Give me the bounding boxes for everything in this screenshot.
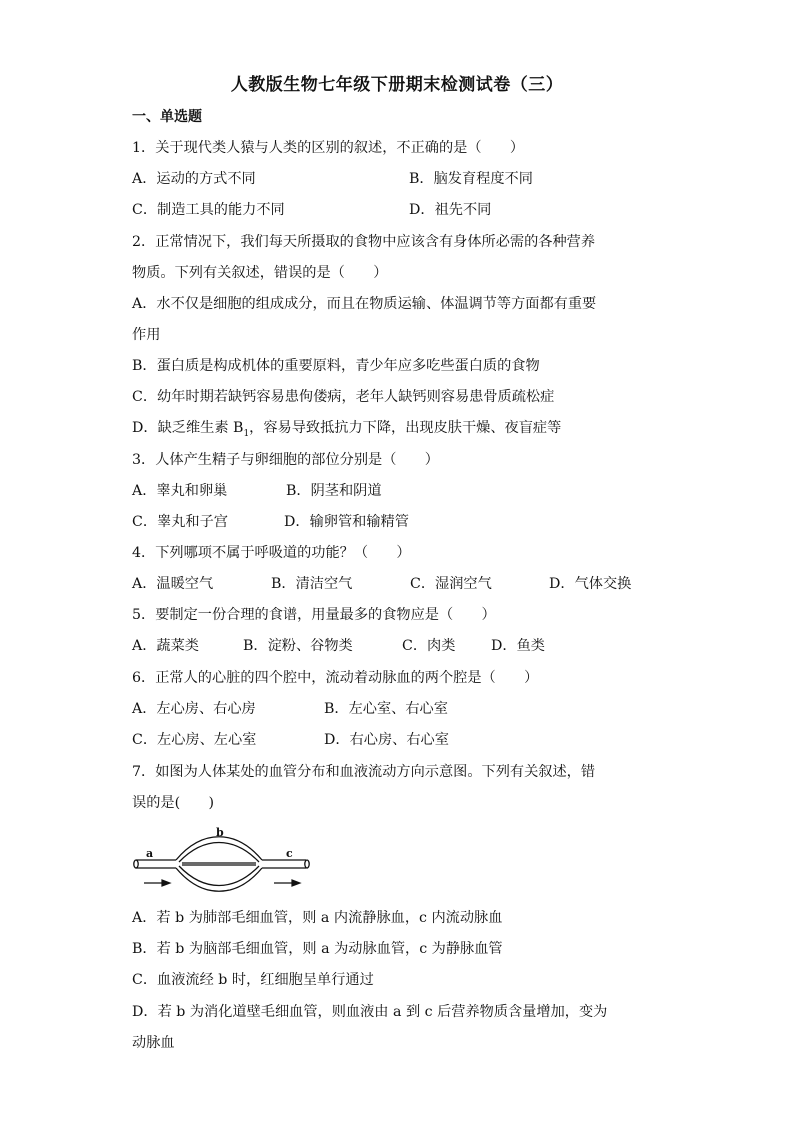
question-1-stem: 1．关于现代类人猿与人类的区别的叙述，不正确的是（ ）	[132, 140, 525, 156]
question-2-option-c: C．幼年时期若缺钙容易患佝偻病，老年人缺钙则容易患骨质疏松症	[132, 389, 555, 405]
question-1-option-d: D．祖先不同	[409, 202, 492, 218]
question-6-option-d: D．右心房、右心室	[324, 732, 449, 748]
question-6-option-c: C．左心房、左心室	[132, 732, 257, 748]
exam-title: 人教版生物七年级下册期末检测试卷（三）	[230, 75, 564, 95]
label-a: a	[146, 847, 154, 860]
question-5-stem: 5．要制定一份合理的食谱，用量最多的食物应是（ ）	[132, 607, 496, 623]
flow-arrow-left-head	[162, 880, 170, 886]
question-1-option-c: C．制造工具的能力不同	[132, 202, 285, 218]
question-4-option-d: D．气体交换	[549, 576, 632, 592]
question-2-option-a-line2: 作用	[132, 327, 161, 343]
question-7-option-c: C．血液流经 b 时，红细胞呈单行通过	[132, 972, 374, 988]
capillary-lower-outer	[176, 868, 262, 891]
question-2-stem-line2: 物质。下列有关叙述，错误的是（ ）	[132, 265, 388, 281]
question-6-option-a: A．左心房、右心房	[132, 701, 256, 717]
question-2-option-d-suffix: ，容易导致抵抗力下降，出现皮肤干燥、夜盲症等	[249, 420, 562, 436]
section-heading: 一、单选题	[132, 109, 202, 125]
question-2-option-d	[132, 418, 561, 444]
question-3-options-ab	[132, 481, 382, 501]
question-3-options-cd	[132, 512, 409, 532]
question-7-stem-line2: 误的是( )	[132, 795, 215, 811]
question-4-option-c: C．湿润空气	[410, 576, 492, 592]
question-7-option-d-line1: D．若 b 为消化道壁毛细血管，则血液由 a 到 c 后营养物质含量增加，变为	[132, 1004, 608, 1020]
label-b: b	[216, 827, 224, 839]
question-4-option-a: A．温暖空气	[132, 576, 214, 592]
question-6-options-cd	[132, 730, 449, 750]
question-2-option-b: B．蛋白质是构成机体的重要原料，青少年应多吃些蛋白质的食物	[132, 358, 540, 374]
question-4-option-b: B．清洁空气	[271, 576, 353, 592]
question-3-stem: 3．人体产生精子与卵细胞的部位分别是（ ）	[132, 452, 439, 468]
question-5-option-d: D．鱼类	[491, 638, 545, 654]
question-3-option-a: A．睾丸和卵巢	[132, 483, 228, 499]
question-7-option-d-line2: 动脉血	[132, 1035, 175, 1051]
question-1-option-b: B．脑发育程度不同	[409, 171, 533, 187]
question-4-stem: 4．下列哪项不属于呼吸道的功能？（ ）	[132, 545, 411, 561]
question-1-option-a: A．运动的方式不同	[132, 171, 256, 187]
capillary-upper-outer	[176, 837, 262, 860]
question-2-stem-line1: 2．正常情况下，我们每天所摄取的食物中应该含有身体所必需的各种营养	[132, 234, 596, 250]
question-7-option-a: A．若 b 为肺部毛细血管，则 a 内流静脉血，c 内流动脉血	[132, 910, 503, 926]
question-6-options-ab	[132, 699, 448, 719]
question-5-option-c: C．肉类	[402, 638, 456, 654]
question-6-stem: 6．正常人的心脏的四个腔中，流动着动脉血的两个腔是（ ）	[132, 670, 539, 686]
question-5-option-a: A．蔬菜类	[132, 638, 199, 654]
question-3-option-d: D．输卵管和输精管	[284, 514, 409, 530]
blood-vessel-diagram	[132, 827, 332, 893]
question-3-option-c: C．睾丸和子宫	[132, 514, 228, 530]
question-6-option-b: B．左心室、右心室	[324, 701, 448, 717]
question-7-stem-line1: 7．如图为人体某处的血管分布和血液流动方向示意图。下列有关叙述，错	[132, 764, 596, 780]
vessel-a-end	[134, 860, 138, 868]
label-c: c	[286, 847, 293, 860]
question-4-options	[132, 574, 631, 594]
question-2-option-a-line1: A．水不仅是细胞的组成成分，而且在物质运输、体温调节等方面都有重要	[132, 296, 597, 312]
question-7-option-b: B．若 b 为脑部毛细血管，则 a 为动脉血管，c 为静脉血管	[132, 941, 503, 957]
question-5-option-b: B．淀粉、谷物类	[243, 638, 353, 654]
vitamin-subscript: 1	[243, 428, 250, 439]
vessel-c-end	[305, 860, 309, 868]
question-2-option-d-prefix: D．缺乏维生素 B	[132, 420, 244, 436]
flow-arrow-right-head	[292, 880, 300, 886]
question-5-options	[132, 636, 545, 656]
question-3-option-b: B．阴茎和阴道	[286, 483, 382, 499]
